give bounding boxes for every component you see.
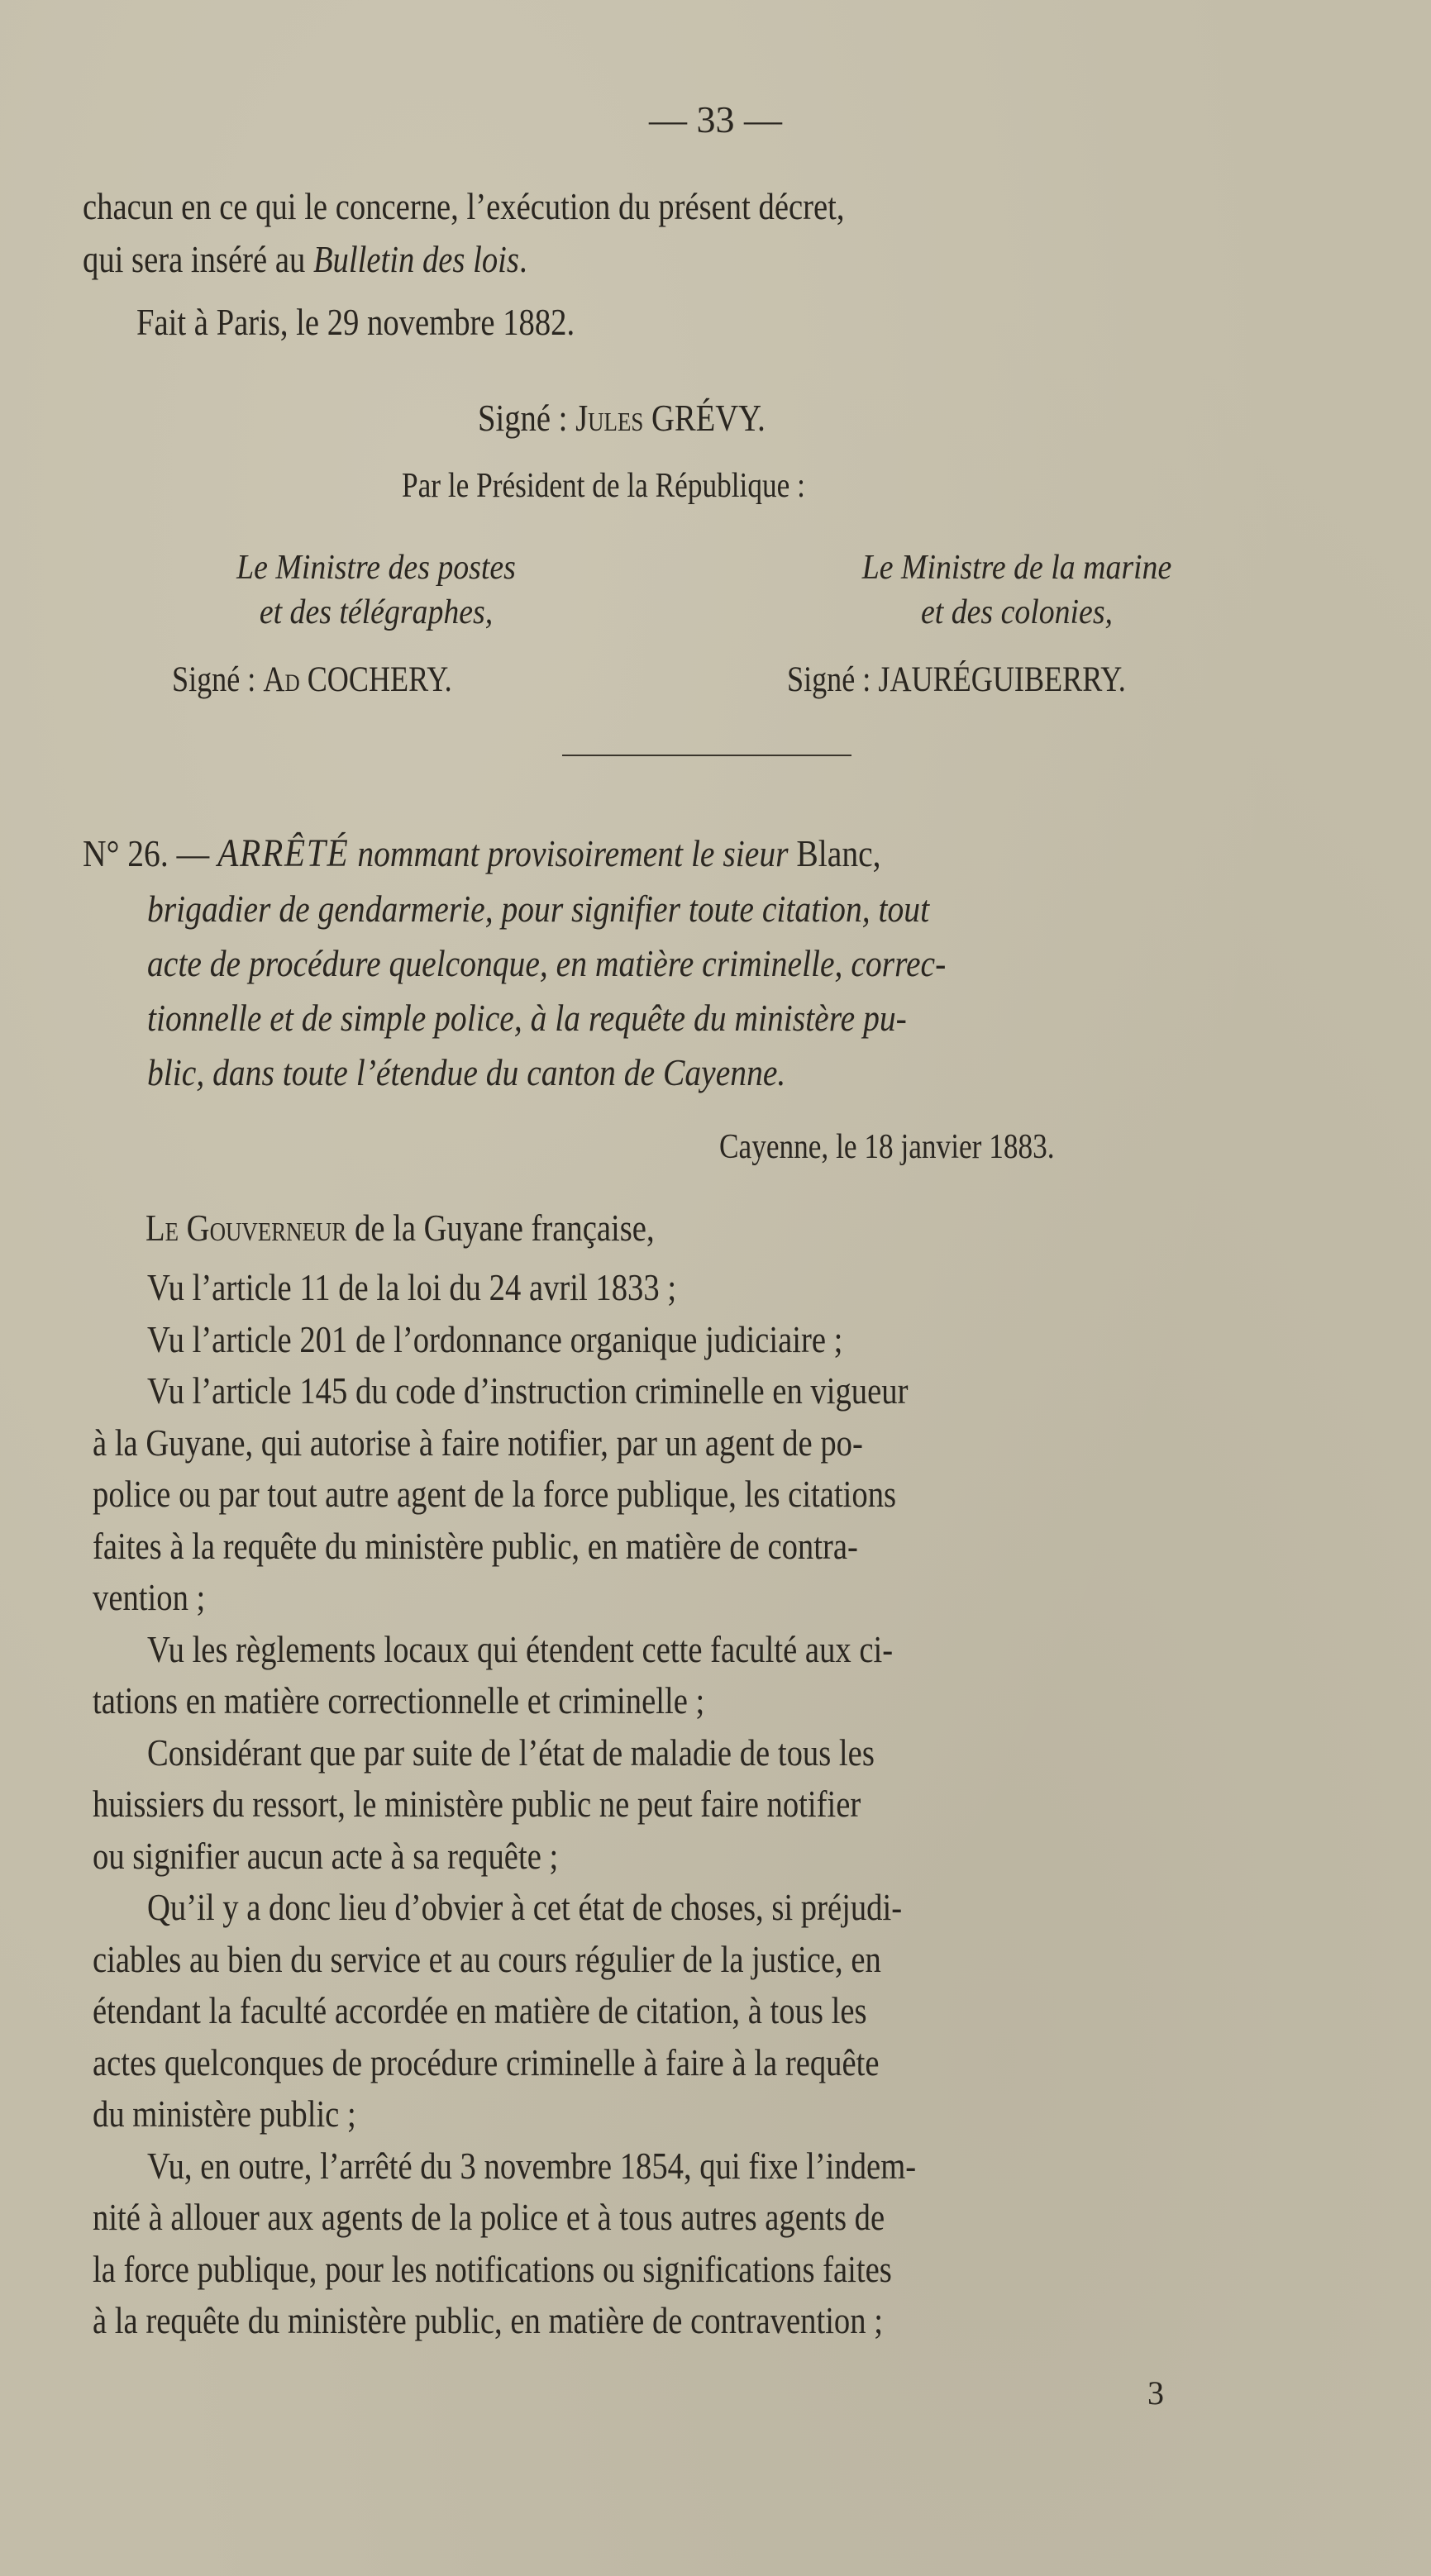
- body-line: Qu’il y a donc lieu d’obvier à cet état de choses, si préjudi-: [147, 1886, 903, 1928]
- governor-title: Le Gouverneur: [145, 1207, 347, 1249]
- arrete-name-blanc: Blanc,: [796, 832, 881, 874]
- body-line: à la Guyane, qui autorise à faire notifier, par un agent de po-: [93, 1421, 863, 1464]
- president-first-name: Jules: [575, 397, 644, 439]
- decree-date: Fait à Paris, le 29 novembre 1882.: [136, 301, 575, 343]
- president-last-name: GRÉVY.: [643, 397, 766, 439]
- decree-line-2-text: qui sera inséré au: [83, 238, 313, 280]
- arrete-heading-line-1: [83, 831, 881, 877]
- minister-right-name: JAURÉGUIBERRY.: [878, 660, 1126, 699]
- body-line: police ou par tout autre agent de la force publique, les citations: [93, 1473, 897, 1515]
- body-line: faites à la requête du ministère public, en matière de contra-: [93, 1524, 858, 1567]
- minister-left-title-2: et des télégraphes,: [259, 593, 494, 631]
- body-line: la force publique, pour les notifications ou significations faites: [93, 2247, 892, 2290]
- place-date: Cayenne, le 18 janvier 1883.: [719, 1128, 1055, 1166]
- body-line: ciables au bien du service et au cours régulier de la justice, en: [93, 1937, 881, 1980]
- body-line: Vu l’article 11 de la loi du 24 avril 1833 ;: [147, 1266, 677, 1308]
- minister-right-signature: [787, 657, 1126, 703]
- arrete-heading-line-2: brigadier de gendarmerie, pour signifier toute citation, tout: [147, 888, 930, 930]
- minister-left-title-1: Le Ministre des postes: [236, 549, 516, 587]
- governor-rest: de la Guyane française,: [346, 1207, 655, 1249]
- decree-line-2: [83, 236, 527, 283]
- arrete-title: ARRÊTÉ: [217, 831, 350, 875]
- body-line: actes quelconques de procédure criminelle à faire à la requête: [93, 2040, 880, 2083]
- body-line: du ministère public ;: [93, 2093, 356, 2135]
- minister-left: [190, 545, 562, 635]
- arrete-heading-line-3: acte de procédure quelconque, en matière criminelle, correc-: [147, 942, 947, 984]
- body-line: Vu les règlements locaux qui étendent cette faculté aux ci-: [147, 1627, 894, 1670]
- signed-label: Signé :: [478, 397, 576, 439]
- signature-mark: 3: [1147, 2374, 1164, 2412]
- body-line: Vu, en outre, l’arrêté du 3 novembre 1854, qui fixe l’indem-: [147, 2144, 917, 2187]
- minister-left-name: COCHERY.: [299, 660, 452, 699]
- minister-left-signed-label: Signé :: [172, 660, 264, 699]
- body-line: Vu l’article 201 de l’ordonnance organique judiciaire ;: [147, 1317, 843, 1360]
- body-line: vention ;: [93, 1576, 206, 1618]
- governor-line: [145, 1205, 655, 1251]
- minister-right-title-2: et des colonies,: [920, 593, 1113, 631]
- body-line: nité à allouer aux agents de la police et à tous autres agents de: [93, 2196, 885, 2238]
- minister-right: [809, 545, 1225, 635]
- minister-left-signature: [172, 657, 452, 703]
- minister-right-signed-label: Signé :: [787, 660, 879, 699]
- arrete-line-1-text: nommant provisoirement le sieur: [349, 832, 797, 874]
- body-line: étendant la faculté accordée en matière de citation, à tous les: [93, 1989, 867, 2031]
- bulletin-des-lois: Bulletin des lois: [312, 238, 519, 280]
- body-line: ou signifier aucun acte à sa requête ;: [93, 1834, 559, 1877]
- decree-line-1: chacun en ce qui le concerne, l’exécution du présent décret,: [83, 185, 845, 227]
- president-signature: [478, 395, 766, 441]
- body-line: Vu l’article 145 du code d’instruction criminelle en vigueur: [147, 1369, 909, 1412]
- minister-right-title-1: Le Ministre de la marine: [861, 549, 1172, 587]
- body-line: à la requête du ministère public, en matière de contravention ;: [93, 2299, 883, 2341]
- arrete-heading-line-4: tionnelle et de simple police, à la requête du ministère pu-: [147, 997, 907, 1039]
- body-line: huissiers du ressort, le ministère public ne peut faire notifier: [93, 1783, 861, 1825]
- minister-left-initial: Ad: [263, 660, 300, 699]
- decree-line-2-end: .: [518, 238, 527, 280]
- arrete-number: N° 26. —: [83, 832, 218, 874]
- body-line: Considérant que par suite de l’état de maladie de tous les: [147, 1731, 875, 1774]
- section-divider: [562, 755, 851, 756]
- body-line: tations en matière correctionnelle et criminelle ;: [93, 1679, 705, 1721]
- by-president: Par le Président de la République :: [402, 467, 805, 505]
- arrete-heading-line-5: blic, dans toute l’étendue du canton de Cayenne.: [147, 1051, 786, 1093]
- page-number: — 33 —: [649, 98, 782, 140]
